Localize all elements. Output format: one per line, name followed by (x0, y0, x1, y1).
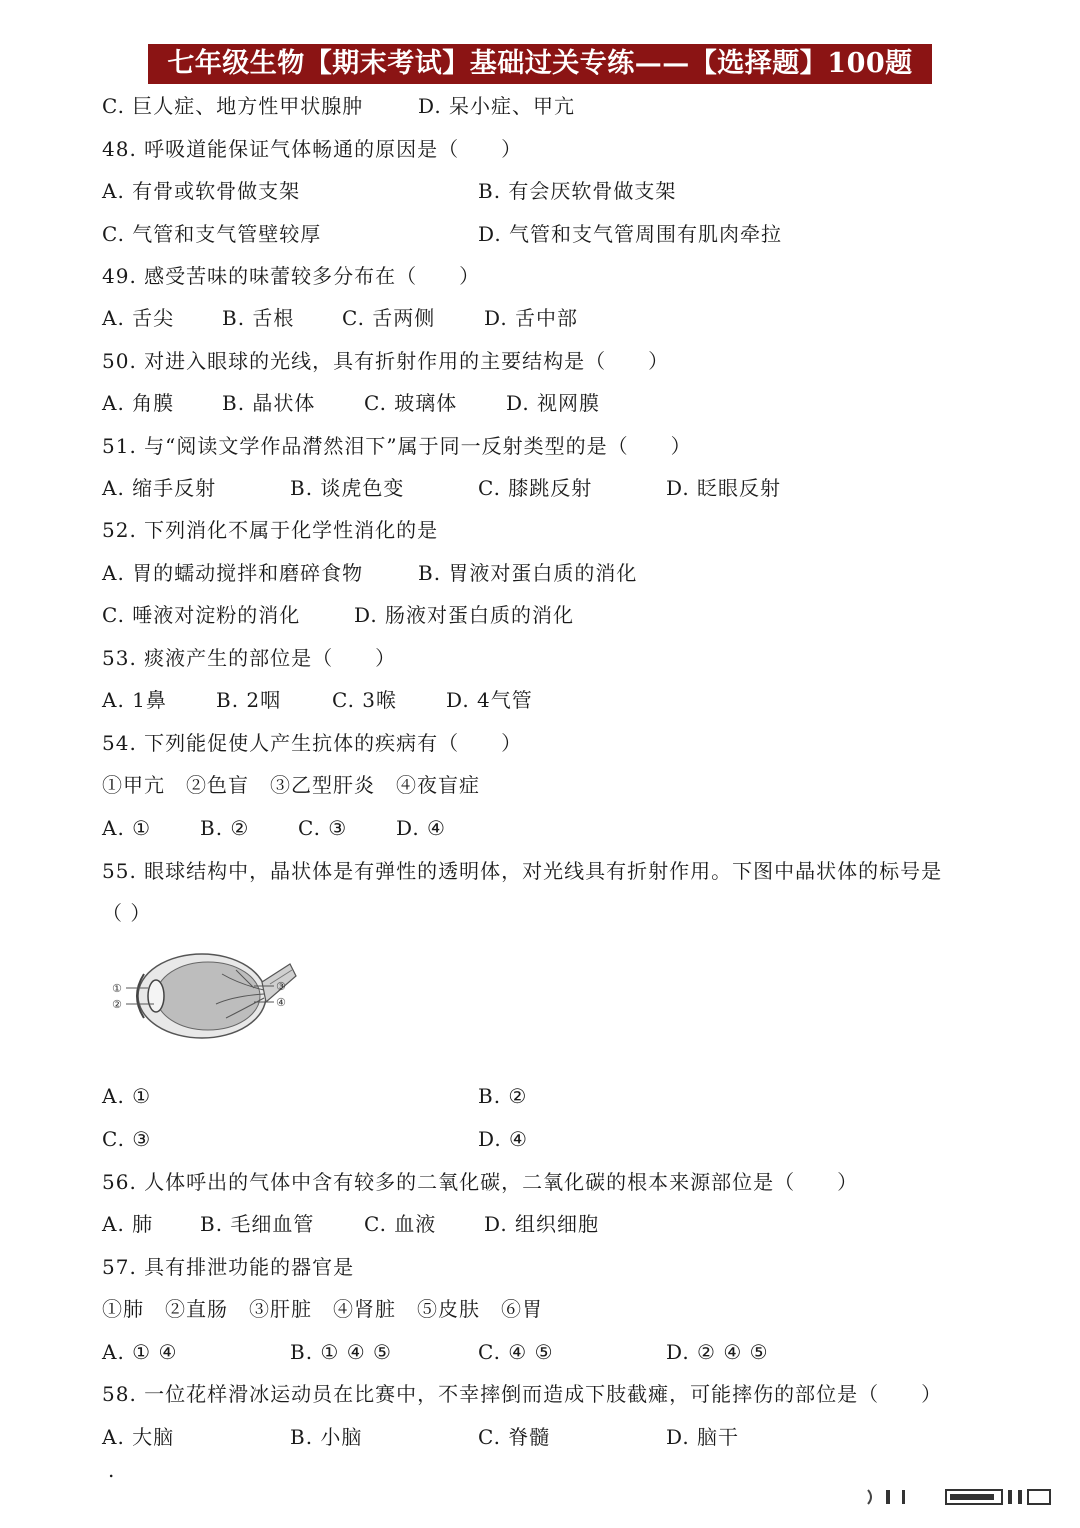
question-52: 52. 下列消化不属于化学性消化的是 (102, 518, 439, 542)
page-title: 七年级生物【期末考试】基础过关专练——【选择题】100题 (148, 44, 932, 84)
question-50: 50. 对进入眼球的光线，具有折射作用的主要结构是（ ） (102, 349, 670, 373)
bottom-bar-icons (850, 1486, 1060, 1508)
q48-option-d: D. 气管和支气管周围有肌肉牵拉 (478, 222, 783, 246)
q57-option-a: A. ① ④ (102, 1340, 178, 1364)
question-56: 56. 人体呼出的气体中含有较多的二氧化碳，二氧化碳的根本来源部位是（ ） (102, 1170, 859, 1194)
q50-option-b: B. 晶状体 (222, 391, 316, 415)
q55-option-a: A. ① (102, 1084, 152, 1108)
question-57: 57. 具有排泄功能的器官是 (102, 1255, 355, 1279)
q54-option-c: C. ③ (298, 816, 348, 840)
q49-option-c: C. 舌两侧 (342, 306, 436, 330)
q53-option-d: D. 4气管 (446, 688, 533, 712)
q56-option-d: D. 组织细胞 (484, 1212, 600, 1236)
q57-items: ①肺 ②直肠 ③肝脏 ④肾脏 ⑤皮肤 ⑥胃 (102, 1297, 543, 1321)
question-54: 54. 下列能促使人产生抗体的疾病有（ ） (102, 731, 523, 755)
q58-option-c: C. 脊髓 (478, 1425, 551, 1449)
q48-option-a: A. 有骨或软骨做支架 (102, 179, 301, 203)
q54-option-d: D. ④ (396, 816, 446, 840)
figure-label-2: ② (112, 998, 122, 1011)
q58-option-b: B. 小脑 (290, 1425, 363, 1449)
q57-option-c: C. ④ ⑤ (478, 1340, 554, 1364)
q54-option-b: B. ② (200, 816, 250, 840)
q55-paren: （ ） (102, 901, 152, 925)
q55-option-d: D. ④ (478, 1127, 528, 1151)
q57-option-b: B. ① ④ ⑤ (290, 1340, 392, 1364)
q54-option-a: A. ① (102, 816, 152, 840)
q50-option-d: D. 视网膜 (506, 391, 601, 415)
question-51: 51. 与“阅读文学作品潸然泪下”属于同一反射类型的是（ ） (102, 434, 692, 458)
q58-option-d: D. 脑干 (666, 1425, 740, 1449)
question-53: 53. 痰液产生的部位是（ ） (102, 646, 397, 670)
q57-option-d: D. ② ④ ⑤ (666, 1340, 769, 1364)
q56-option-a: A. 肺 (102, 1212, 154, 1236)
q56-option-b: B. 毛细血管 (200, 1212, 315, 1236)
bar-icon (886, 1490, 890, 1504)
q52-option-c: C. 唾液对淀粉的消化 (102, 603, 301, 627)
q47-option-d: D. 呆小症、甲亢 (418, 94, 576, 118)
q48-option-c: C. 气管和支气管壁较厚 (102, 222, 322, 246)
question-48: 48. 呼吸道能保证气体畅通的原因是（ ） (102, 137, 523, 161)
figure-label-3: ③ (276, 980, 286, 993)
lens (148, 980, 164, 1012)
curl-icon (868, 1490, 871, 1504)
q55-option-c: C. ③ (102, 1127, 152, 1151)
q58-option-a: A. 大脑 (102, 1425, 175, 1449)
q55-option-b: B. ② (478, 1084, 528, 1108)
question-49: 49. 感受苦味的味蕾较多分布在（ ） (102, 264, 481, 288)
q48-option-b: B. 有会厌软骨做支架 (478, 179, 677, 203)
q49-option-d: D. 舌中部 (484, 306, 579, 330)
bottom-dot: . (108, 1458, 115, 1482)
q53-option-b: B. 2咽 (216, 688, 282, 712)
q53-option-a: A. 1鼻 (102, 688, 167, 712)
q50-option-a: A. 角膜 (102, 391, 175, 415)
q51-option-a: A. 缩手反射 (102, 476, 217, 500)
q51-option-c: C. 膝跳反射 (478, 476, 593, 500)
question-55: 55. 眼球结构中，晶状体是有弹性的透明体，对光线具有折射作用。下图中晶状体的标号是 (102, 859, 943, 883)
q49-option-b: B. 舌根 (222, 306, 295, 330)
q51-option-b: B. 谈虎色变 (290, 476, 405, 500)
q52-option-b: B. 胃液对蛋白质的消化 (418, 561, 638, 585)
q47-option-c: C. 巨人症、地方性甲状腺肿 (102, 94, 364, 118)
q50-option-c: C. 玻璃体 (364, 391, 458, 415)
q56-option-c: C. 血液 (364, 1212, 437, 1236)
figure-label-1: ① (112, 982, 122, 995)
q52-option-d: D. 肠液对蛋白质的消化 (354, 603, 575, 627)
question-58: 58. 一位花样滑冰运动员在比赛中，不幸摔倒而造成下肢截瘫，可能摔伤的部位是（ ） (102, 1382, 943, 1406)
q51-option-d: D. 眨眼反射 (666, 476, 782, 500)
q53-option-c: C. 3喉 (332, 688, 398, 712)
q49-option-a: A. 舌尖 (102, 306, 175, 330)
q52-option-a: A. 胃的蠕动搅拌和磨碎食物 (102, 561, 364, 585)
eye-diagram (104, 944, 300, 1044)
figure-label-4: ④ (276, 996, 286, 1009)
q54-items: ①甲亢 ②色盲 ③乙型肝炎 ④夜盲症 (102, 773, 480, 797)
